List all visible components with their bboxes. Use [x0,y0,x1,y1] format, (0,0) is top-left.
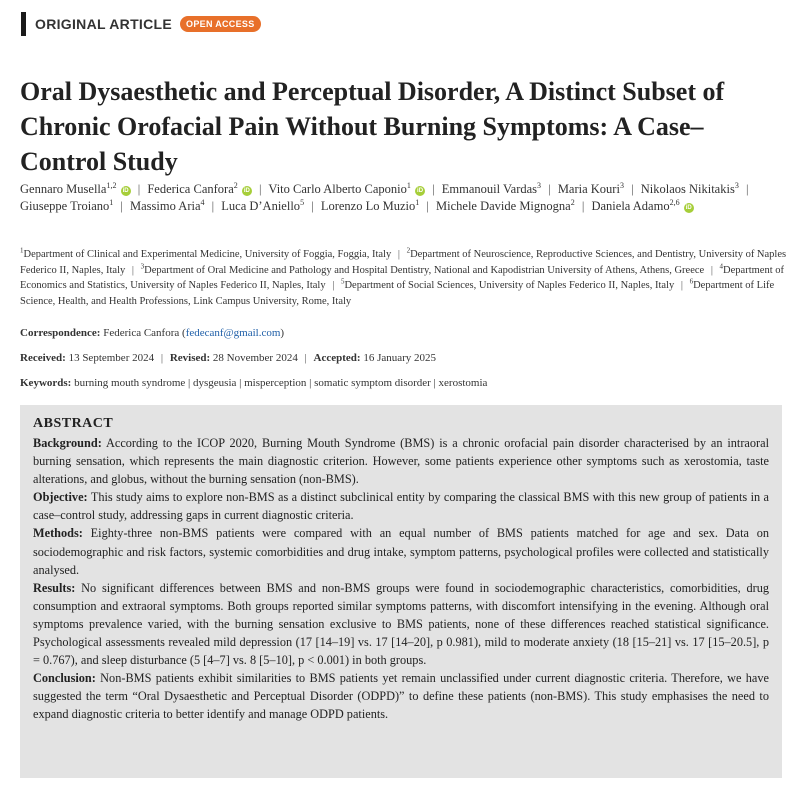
affiliation-item: $^5$Department of Social Sciences, University of Naples Federico II, Naples, Italy [340,277,675,291]
author-affiliation-sup: 3 [619,180,624,190]
correspondence: Correspondence: Federica Canfora (fedecanf@gmail.com) [20,327,285,339]
abstract-results [33,579,769,669]
affiliation-item: $^2$Department of Neuroscience, Reproductive Sciences, and Dentistry, University of Naples Federico II, Naples, Italy [20,246,787,276]
affiliation-separator: | [332,280,335,291]
author-name[interactable]: Gennaro Musella$^{1,2}$ iD [20,180,129,196]
author-separator: | [581,199,585,213]
background-text: According to the ICOP 2020, Burning Mouth Syndrome (BMS) is a chronic orofacial pain disorder characterised by an intraoral burning sensation, which represents the main diagnostic criterion. However, some patients experience other symptoms such as xerostomia, taste alterations, and globus, without the burning sensation (non-BMS). [33,436,769,487]
affiliation-separator: | [680,280,683,291]
abstract-methods [33,524,769,578]
keyword-item[interactable]: dysgeusia [193,377,237,389]
author-separator: | [311,199,314,213]
author-name[interactable]: Lorenzo Lo Muzio$^1$ [320,197,420,213]
author-affiliation-sup: 2 [570,197,575,207]
affiliations [20,247,790,309]
affiliation-item: $^4$Department of Economics and Statistics, University of Naples Federico II, Naples, Italy [20,262,784,291]
author-affiliation-sup: 1 [415,197,420,207]
abstract-background [33,434,769,488]
author-separator: | [548,182,551,196]
keywords-label: Keywords: [20,377,72,389]
objective-text: This study aims to explore non-BMS as a distinct subclinical entity by comparing the classical BMS with this new group of patients in a case–control study, addressing gaps in current diagnostic criteria. [33,490,769,523]
open-access-badge[interactable]: OPEN ACCESS [180,16,260,32]
author-name[interactable]: Maria Kouri$^3$ [557,180,624,196]
author-separator: | [259,182,262,196]
author-name[interactable]: Luca D’Aniello$^5$ [221,197,305,213]
author-affiliation-sup: 1 [109,197,114,207]
conclusion-text: Non-BMS patients exhibit similarities to BMS patients yet remain unclassified under current diagnostic criteria. Therefore, we have suggested the term “Oral Dysaesthetic and Perceptual Disorder (ODPD)” to define these patients (non-BMS). This study emphasises the need to expand diagnostic criteria to better identify and manage ODPD patients. [33,671,769,722]
author-name[interactable]: Massimo Aria$^4$ [130,197,205,213]
article-title: Oral Dysaesthetic and Perceptual Disorder, A Distinct Subset of Chronic Orofacial Pain Without Burning Symptoms: A Case–Control Study [20,77,725,176]
author-name[interactable]: Michele Davide Mignogna$^2$ [436,197,575,213]
abstract-conclusion [33,669,769,723]
keywords-list: burning mouth syndrome | dysgeusia | misperception | somatic symptom disorder | xerostomia [74,377,488,389]
accepted-date: 16 January 2025 [363,352,437,364]
author-separator: | [631,182,634,196]
header-bar [21,12,26,36]
correspondence-label: Correspondence: [20,327,101,339]
methods-text: Eighty-three non-BMS patients were compared with an equal number of BMS patients matched for age and sex. Data on sociodemographic and risk factors, systemic comorbidities and drug intake, symptom patterns, psychological profiles were collected and statistically analysed. [33,526,770,577]
abstract-box [20,405,782,778]
author-affiliation-sup: 2,6 [669,197,680,207]
author-name[interactable]: Vito Carlo Alberto Caponio$^1$ iD [268,180,424,196]
author-affiliation-sup: 3 [537,180,542,190]
background-label: Background: [33,436,102,450]
author-name[interactable]: Daniela Adamo$^{2,6}$ iD [591,197,692,213]
objective-label: Objective: [33,490,88,505]
author-separator: | [426,199,429,213]
affiliation-item: $^6$Department of Life Science, Health, and Health Professions, Link Campus University, Rome, Italy [20,277,775,307]
orcid-icon[interactable]: iD [243,188,250,194]
article-dates: Received: 13 September 2024 | Revised: 28 November 2024 | Accepted: 16 January 2025 [20,352,437,364]
author-affiliation-sup: 3 [734,180,739,190]
author-separator: | [745,182,749,196]
abstract-heading: ABSTRACT [33,416,114,431]
received-date: 13 September 2024 [68,352,155,364]
correspondence-name: Federica Canfora [103,327,180,339]
accepted-label: Accepted: [313,352,361,364]
article-type-label: ORIGINAL ARTICLE [35,16,173,32]
affiliation-separator: | [397,249,400,260]
keyword-item[interactable]: somatic symptom disorder [314,377,431,389]
keyword-item[interactable]: burning mouth syndrome [74,377,186,389]
orcid-icon[interactable]: iD [122,188,129,194]
methods-label: Methods: [33,526,83,541]
affiliation-separator: | [710,264,713,276]
keyword-item[interactable]: xerostomia [438,377,488,389]
revised-date: 28 November 2024 [212,352,298,364]
author-name[interactable]: Giuseppe Troiano$^1$ [20,197,114,213]
author-name[interactable]: Federica Canfora$^2$ iD [147,180,250,196]
article-type-header [21,12,261,36]
author-affiliation-sup: 2 [233,180,238,190]
author-affiliation-sup: 5 [300,197,305,207]
keyword-item[interactable]: misperception [244,377,307,389]
orcid-icon[interactable]: iD [685,205,692,211]
orcid-icon[interactable]: iD [417,188,424,194]
author-separator: | [211,199,215,213]
author-affiliation-sup: 1,2 [106,180,117,190]
conclusion-label: Conclusion: [33,671,96,686]
affiliation-item: $^1$Department of Clinical and Experimental Medicine, University of Foggia, Foggia, Italy [20,246,392,260]
results-text: No significant differences between BMS and non-BMS groups were found in sociodemographic characteristics, comorbidities, drug consumption and extraoral symptoms. Both groups reported similar symptoms patterns, with discomfort intensifying in the evening. Although oral symptoms prevalence varied, with the burning sensation exclusive to BMS patients, none of these differences reached statistical significance. Psychological assessments revealed mild depression (17 [14–19] vs. 17 [14–20], p 0.981), mild to moderate anxiety (18 [15–21] vs. 17 [15–20.5], p = 0.767), and sleep disturbance (5 [4–7] vs. 8 [5–10], p < 0.001) in both groups. [33,580,769,668]
author-name[interactable]: Nikolaos Nikitakis$^3$ [640,180,739,196]
author-separator: | [432,182,435,196]
affiliation-item: $^3$Department of Oral Medicine and Pathology and Hospital Dentistry, National and Kapodistrian University of Athens, Athens, Greece [140,262,705,276]
author-separator: | [120,199,123,213]
affiliation-separator: | [131,264,134,276]
revised-label: Revised: [169,352,211,364]
abstract-objective [33,488,769,524]
author-separator: | [137,182,141,196]
correspondence-email[interactable]: fedecanf@gmail.com [185,327,281,339]
author-affiliation-sup: 4 [200,197,205,207]
author-list [20,181,790,215]
received-label: Received: [20,352,66,364]
results-label: Results: [33,580,76,595]
author-name[interactable]: Emmanouil Vardas$^3$ [441,180,542,196]
author-affiliation-sup: 1 [406,180,411,190]
keywords [20,377,487,389]
